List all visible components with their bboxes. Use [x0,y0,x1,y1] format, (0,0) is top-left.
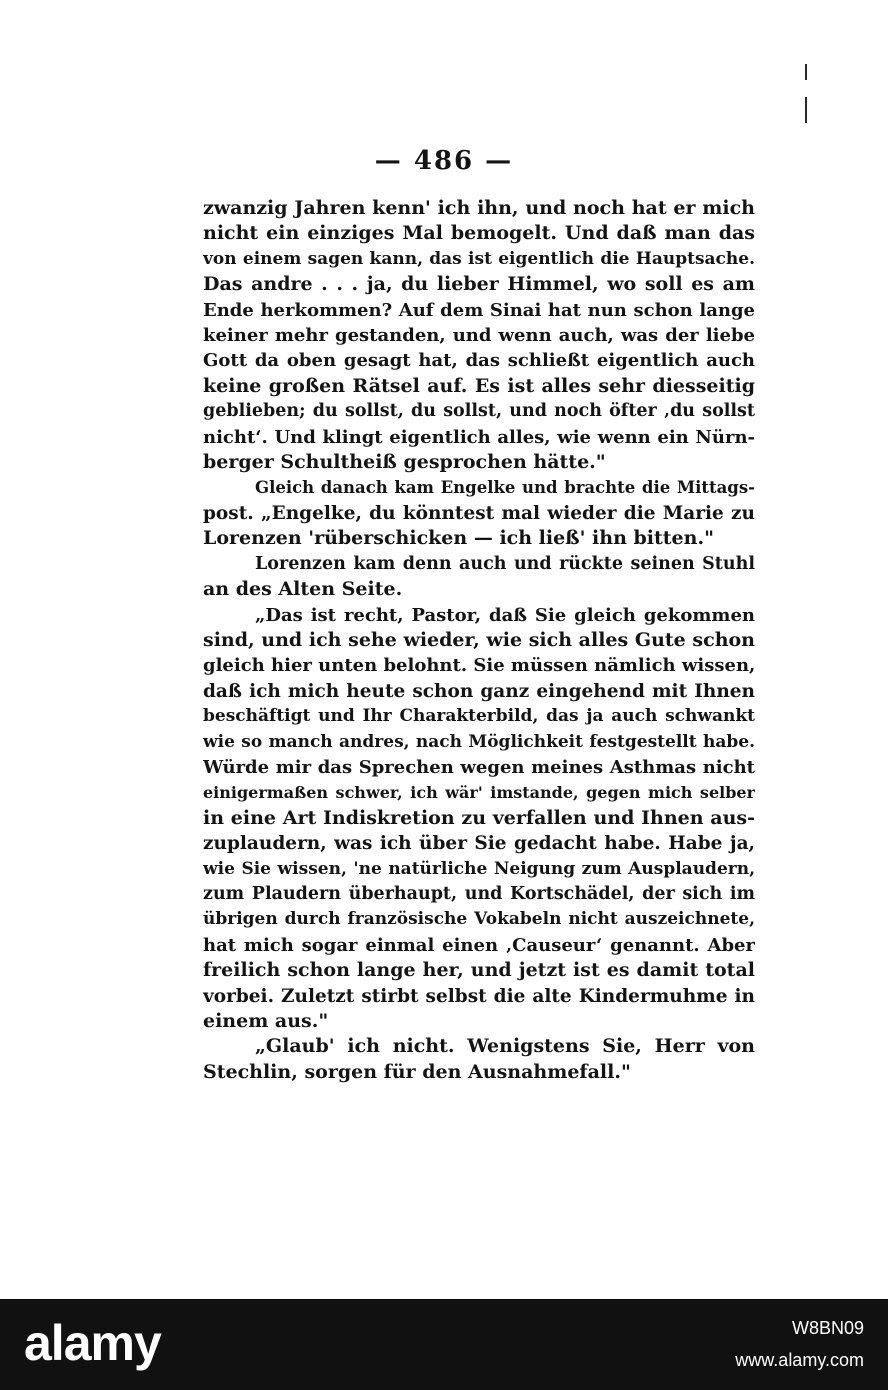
text-line: nicht ein einziges Mal bemogelt. Und daß man das [203,222,755,245]
text-line: berger Schultheiß gesprochen hätte." [203,451,606,474]
text-line: zwanzig Jahren kenn' ich ihn, und noch hat er mich [203,197,755,219]
text-line: einem aus." [203,1010,329,1032]
text-line: Stechlin, sorgen für den Ausnahmefall." [203,1060,631,1083]
text-line: hat mich sogar einmal einen ‚Causeur‘ genannt. Aber [203,934,755,956]
text-line: daß ich mich heute schon ganz eingehend mit Ihnen [203,680,755,702]
text-line: von einem sagen kann, das ist eigentlich die Hauptsache. [203,248,755,269]
text-line: wie so manch andres, nach Möglichkeit festgestellt habe. [203,731,755,752]
text-line: in eine Art Indiskretion zu verfallen und Ihnen aus- [203,806,755,829]
text-line: nicht‘. Und klingt eigentlich alles, wie wenn ein Nürn- [203,426,755,448]
text-line: gleich hier unten belohnt. Sie müssen nämlich wissen, [203,655,755,677]
text-line: geblieben; du sollst, du sollst, und noch öfter ‚du sollst [203,401,755,422]
text-line: Ende herkommen? Auf dem Sinai hat nun schon lange [203,299,755,321]
text-line: zuplaudern, was ich über Sie gedacht habe. Habe ja, [203,833,755,855]
alamy-logo: alamy [24,1315,161,1371]
site-url: www.alamy.com [735,1350,864,1370]
text-line: zum Plaudern überhaupt, und Kortschädel, der sich im [203,883,755,904]
page-number: — 486 — [374,146,514,176]
text-line: „Das ist recht, Pastor, daß Sie gleich gekommen [255,604,755,626]
text-line: wie Sie wissen, 'ne natürliche Neigung zum Ausplaudern, [203,858,755,879]
text-line: Das andre . . . ja, du lieber Himmel, wo soll es am [203,273,755,296]
scan-margin-mark [805,64,807,80]
text-line: „Glaub' ich nicht. Wenigstens Sie, Herr von [255,1035,755,1058]
text-line: an des Alten Seite. [203,578,403,601]
image-id: W8BN09 [791,1318,864,1338]
text-line: sind, und ich sehe wieder, wie sich alles Gute schon [203,628,755,651]
text-line: freilich schon lange her, und jetzt ist es damit total [203,959,755,982]
body-text [203,196,755,1085]
text-line: keine großen Rätsel auf. Es ist alles sehr diesseitig [203,374,755,397]
text-line: Lorenzen 'rüberschicken — ich ließ' ihn bitten." [203,527,714,550]
text-line: einigermaßen schwer, ich wär' imstande, gegen mich selber [203,783,755,803]
text-line: beschäftigt und Ihr Charakterbild, das ja auch schwankt [203,706,755,727]
text-line: post. „Engelke, du könntest mal wieder die Marie zu [203,502,755,524]
text-line: Lorenzen kam denn auch und rückte seinen Stuhl [255,553,755,574]
text-line: Gott da oben gesagt hat, das schließt eigentlich auch [203,350,755,372]
text-line: übrigen durch französische Vokabeln nicht auszeichnete, [203,909,755,930]
watermark-footer [0,1299,888,1390]
scan-margin-mark [805,97,807,123]
text-line: Gleich danach kam Engelke und brachte die Mittags- [255,478,755,498]
text-line: keiner mehr gestanden, und wenn auch, was der liebe [203,325,755,347]
text-line: Würde mir das Sprechen wegen meines Asthmas nicht [203,756,755,778]
text-line: vorbei. Zuletzt stirbt selbst die alte Kindermuhme in [203,985,755,1007]
